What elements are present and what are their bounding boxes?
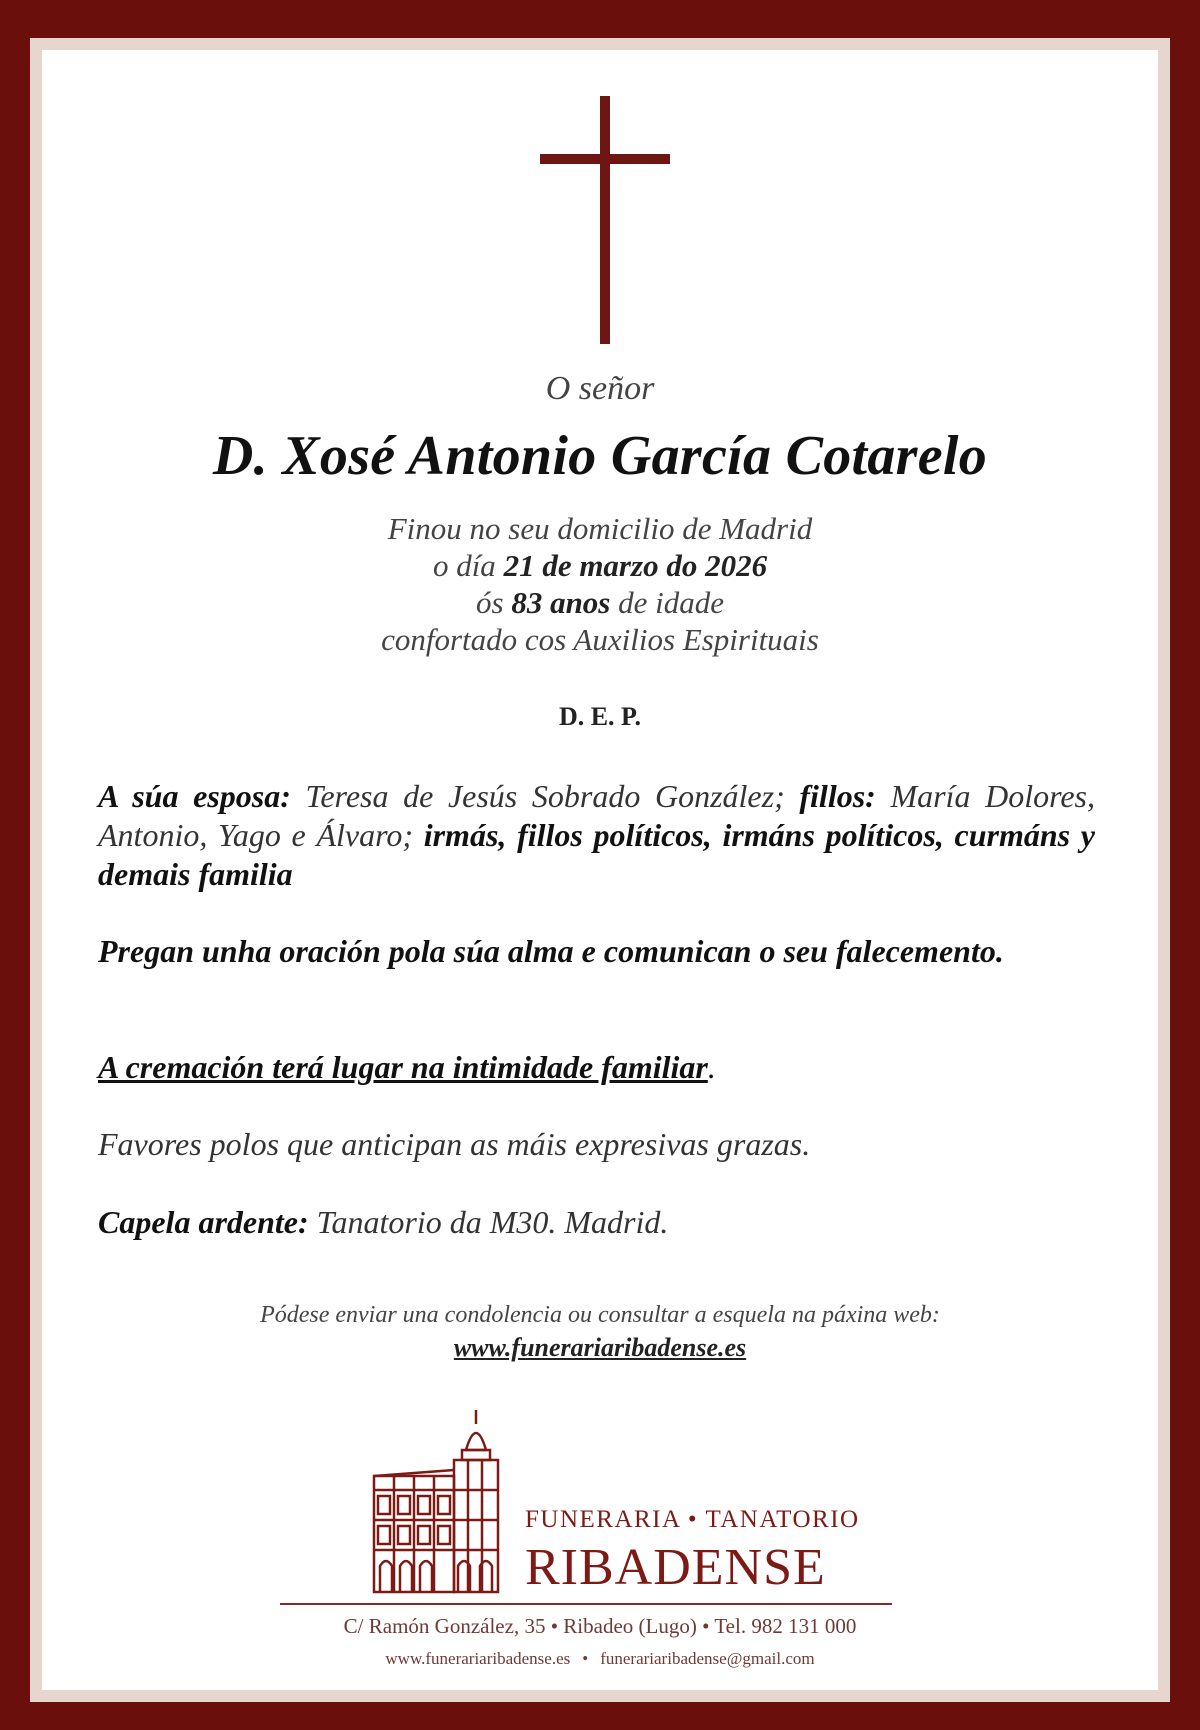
cremation-text: A cremación terá lugar na intimidade familiar — [98, 1049, 708, 1085]
company-subtitle: FUNERARIA • TANATORIO — [525, 1506, 860, 1533]
death-details — [0, 510, 1200, 658]
chapel-label: Capela ardente: — [98, 1204, 309, 1240]
comfort-line: confortado cos Auxilios Espirituais — [381, 622, 819, 657]
death-date: 21 de marzo do 2026 — [503, 548, 768, 583]
death-place-line: Finou no seu domicilio de Madrid — [387, 511, 813, 546]
web-note: Pódese enviar una condolencia ou consultar a esquela na páxina web: — [260, 1302, 940, 1328]
spouse-name: Teresa de Jesús Sobrado González; — [290, 778, 800, 814]
thanks-paragraph: Favores polos que anticipan as máis expresivas grazas. — [98, 1126, 811, 1162]
children-names: María Dolores, Antonio, Yago e Álvaro; — [98, 778, 1095, 853]
website-link-text[interactable]: www.funerariaribadense.es — [453, 1333, 747, 1362]
latin-cross-icon — [540, 96, 670, 344]
cremation-paragraph: A cremación terá lugar na intimidade familiar. — [98, 1049, 716, 1085]
website-link — [0, 1333, 1200, 1363]
building-logo-icon — [370, 1410, 500, 1594]
footer-divider — [280, 1603, 892, 1605]
death-date-line: o día 21 de marzo do 2026 — [432, 548, 768, 583]
spouse-label: A súa esposa: — [98, 778, 291, 814]
age-line: ós 83 anos de idade — [475, 585, 725, 620]
deceased-name: D. Xosé Antonio García Cotarelo — [212, 425, 988, 487]
company-website[interactable]: www.funerariaribadense.es — [385, 1649, 571, 1668]
company-address: C/ Ramón González, 35 • Ribadeo (Lugo) • Tel. 982 131 000 — [343, 1614, 857, 1638]
intro-text: O señor — [545, 370, 655, 407]
chapel-paragraph — [98, 1203, 1095, 1242]
company-contact: www.funerariaribadense.es • funerariaribadense@gmail.com — [385, 1649, 815, 1668]
company-name: RIBADENSE — [525, 1539, 826, 1596]
prayer-paragraph: Pregan unha oración pola súa alma e comunican o seu falecemento. — [98, 933, 1004, 969]
children-label: fillos: — [799, 778, 876, 814]
dep-abbreviation: D. E. P. — [558, 702, 642, 731]
family-paragraph — [98, 777, 1095, 894]
relatives-text: irmás, fillos políticos, irmáns políticos, curmáns y demais familia — [98, 817, 1096, 892]
chapel-value: Tanatorio da M30. Madrid. — [308, 1204, 669, 1240]
age-value: 83 anos — [511, 585, 611, 620]
company-email[interactable]: funerariaribadense@gmail.com — [600, 1649, 815, 1668]
